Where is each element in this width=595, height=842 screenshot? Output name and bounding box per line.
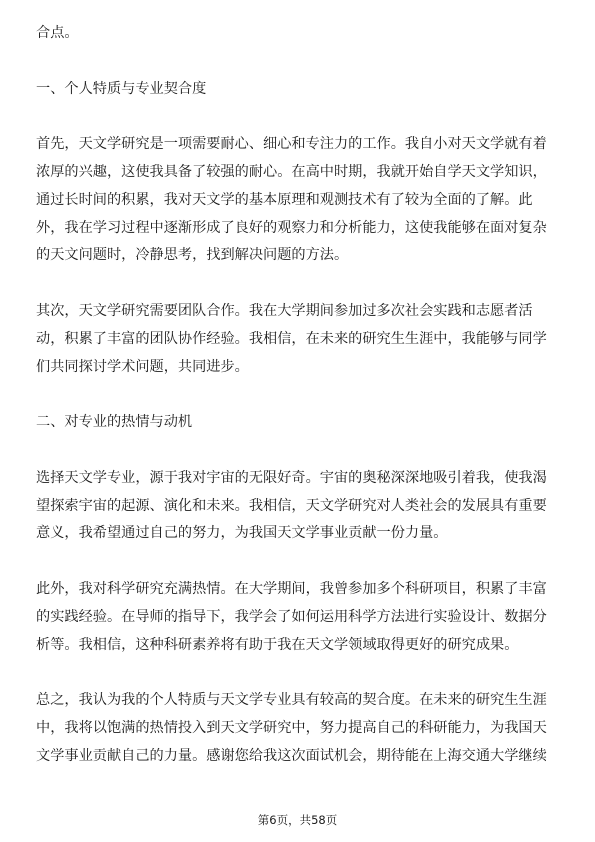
paragraph-line: 浓厚的兴趣，这使我具备了较强的耐心。在高中时期，我就开始自学天文学知识， xyxy=(36,163,547,180)
paragraph-line: 的天文问题时，冷静思考，找到解决问题的方法。 xyxy=(36,247,349,264)
section2-paragraph-1 xyxy=(36,465,562,548)
section2-paragraph-2 xyxy=(36,576,562,659)
paragraph-line: 的实践经验。在导师的指导下，我学会了如何运用科学方法进行实验设计、数据分 xyxy=(36,608,547,625)
paragraph-line: 意义，我希望通过自己的努力，为我国天文学事业贡献一份力量。 xyxy=(36,525,448,542)
section-heading-2: 二、对专业的热情与动机 xyxy=(36,414,193,431)
paragraph-line: 中，我将以饱满的热情投入到天文学研究中，努力提高自己的科研能力，为我国天 xyxy=(36,719,547,736)
section2-paragraph-3 xyxy=(36,687,562,770)
paragraph-line: 其次，天文学研究需要团队合作。我在大学期间参加过多次社会实践和志愿者活 xyxy=(36,302,533,319)
section1-paragraph-1 xyxy=(36,131,562,270)
paragraph-line: 外，我在学习过程中逐渐形成了良好的观察力和分析能力，这使我能够在面对复杂 xyxy=(36,219,547,236)
paragraph-line: 文学事业贡献自己的力量。感谢您给我这次面试机会，期待能在上海交通大学继续 xyxy=(36,747,547,764)
section-heading-1: 一、个人特质与专业契合度 xyxy=(36,80,207,97)
page-number-footer: 第6页，共58页 xyxy=(257,813,338,827)
paragraph-line: 总之，我认为我的个人特质与天文学专业具有较高的契合度。在未来的研究生生涯 xyxy=(36,692,547,709)
paragraph-line: 析等。我相信，这种科研素养将有助于我在天文学领域取得更好的研究成果。 xyxy=(36,636,519,653)
paragraph-line: 们共同探讨学术问题，共同进步。 xyxy=(36,358,249,375)
document-body xyxy=(36,20,562,771)
paragraph-line: 选择天文学专业，源于我对宇宙的无限好奇。宇宙的奥秘深深地吸引着我，使我渴 xyxy=(36,469,547,486)
intro-fragment: 合点。 xyxy=(36,25,79,41)
paragraph-line: 首先，天文学研究是一项需要耐心、细心和专注力的工作。我自小对天文学就有着 xyxy=(36,136,547,153)
section1-paragraph-2 xyxy=(36,298,562,381)
paragraph-line: 通过长时间的积累，我对天文学的基本原理和观测技术有了较为全面的了解。此 xyxy=(36,191,533,208)
paragraph-line: 动，积累了丰富的团队协作经验。我相信，在未来的研究生生涯中，我能够与同学 xyxy=(36,330,547,347)
paragraph-line: 望探索宇宙的起源、演化和未来。我相信，天文学研究对人类社会的发展具有重要 xyxy=(36,497,547,514)
paragraph-line: 此外，我对科学研究充满热情。在大学期间，我曾参加多个科研项目，积累了丰富 xyxy=(36,580,547,597)
